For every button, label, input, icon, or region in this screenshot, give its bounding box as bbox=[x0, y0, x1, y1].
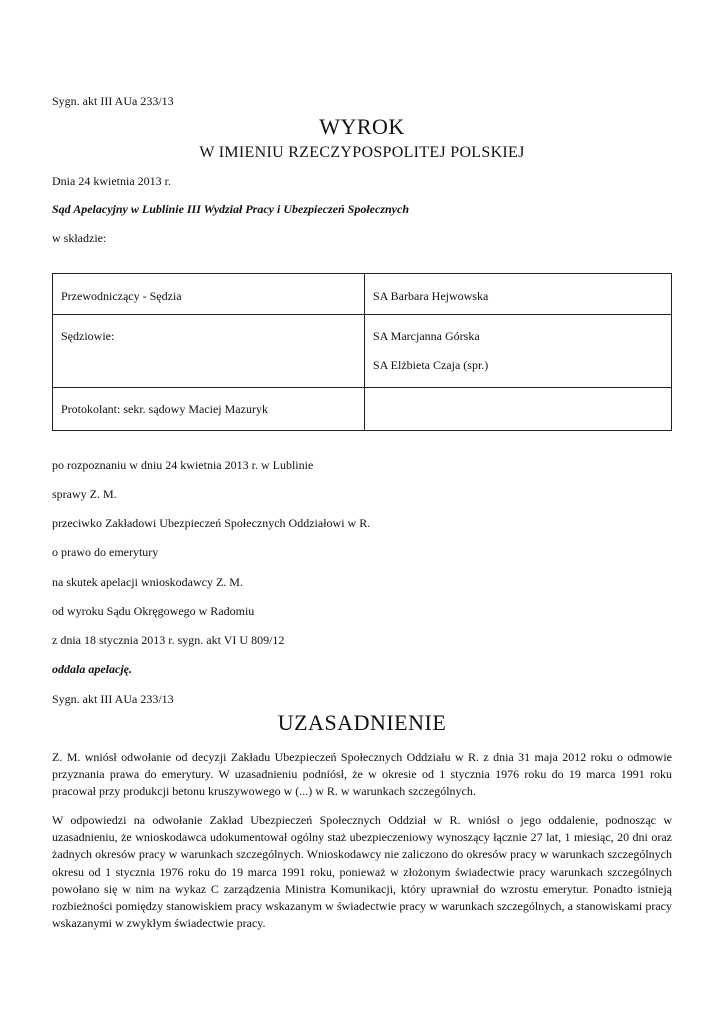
judgment-subtitle: W IMIENIU RZECZYPOSPOLITEJ POLSKIEJ bbox=[199, 144, 525, 161]
table-row bbox=[53, 388, 672, 431]
ruling-line: od wyroku Sądu Okręgowego w Radomiu bbox=[52, 604, 255, 618]
justification-paragraph: W odpowiedzi na odwołanie Zakład Ubezpieczeń Społecznych Oddział w R. wniósł o jego oddalenie, podnosząc w uzasadnieniu, że wnioskodawca udokumentował ogólny staż ubezpieczeniowy wynoszący łącznie 27 lat, 1 miesiąc, 20 dni oraz żadnych okresów pracy w warunkach szczególnych. Wnioskodawcy nie zaliczono do okresów pracy w warunkach szczególnych okresu od 1 stycznia 1976 roku do 19 marca 1991 roku, ponieważ w złożonym świadectwie pracy warunkach szczególnych powołano się w nim na wykaz C zarządzenia Ministra Komunikacji, który uprawniał do wzrostu emerytur. Ponadto istnieją rozbieżności pomiędzy stanowiskiem pracy wskazanym w świadectwie pracy w warunkach szczególnych, a stanowiskami pracy wskazanymi w zwykłym świadectwie pracy. bbox=[52, 813, 672, 931]
judge-name: SA Elżbieta Czaja (spr.) bbox=[373, 358, 489, 372]
table-cell bbox=[365, 388, 672, 431]
table-cell bbox=[53, 388, 365, 431]
ruling-line: po rozpoznaniu w dniu 24 kwietnia 2013 r. w Lublinie bbox=[52, 458, 314, 472]
case-signature: Sygn. akt III AUa 233/13 bbox=[52, 94, 174, 108]
table-cell bbox=[53, 315, 365, 388]
justification-title: UZASADNIENIE bbox=[277, 710, 447, 735]
ruling-line: przeciwko Zakładowi Ubezpieczeń Społecznych Oddziałowi w R. bbox=[52, 516, 371, 530]
court-name: Sąd Apelacyjny w Lublinie III Wydział Pracy i Ubezpieczeń Społecznych bbox=[52, 202, 409, 216]
judge-name: SA Marcjanna Górska bbox=[373, 329, 480, 343]
composition-intro: w składzie: bbox=[52, 231, 107, 245]
table-row bbox=[53, 315, 672, 388]
judgment-date: Dnia 24 kwietnia 2013 r. bbox=[52, 174, 171, 188]
table-cell bbox=[365, 274, 672, 315]
justification-paragraph: Z. M. wniósł odwołanie od decyzji Zakładu Ubezpieczeń Społecznych Oddziału w R. z dnia 31 maja 2012 roku o odmowie przyznania prawa do emerytury. W uzasadnieniu podniósł, że w okresie od 1 stycznia 1976 roku do 19 marca 1991 roku pracował przy produkcji betonu kruszywowego w (...) w R. w warunkach szczególnych. bbox=[52, 750, 672, 799]
table-row bbox=[53, 274, 672, 315]
ruling-line: z dnia 18 stycznia 2013 r. sygn. akt VI U 809/12 bbox=[52, 633, 285, 647]
ruling-line: na skutek apelacji wnioskodawcy Z. M. bbox=[52, 575, 243, 589]
ruling-line: sprawy Z. M. bbox=[52, 487, 117, 501]
judgment-title: WYROK bbox=[319, 114, 405, 139]
table-cell bbox=[53, 274, 365, 315]
table-cell bbox=[365, 315, 672, 388]
clerk-label: Protokolant: sekr. sądowy Maciej Mazuryk bbox=[61, 402, 268, 416]
judges-label: Sędziowie: bbox=[61, 329, 115, 343]
presiding-label: Przewodniczący - Sędzia bbox=[61, 289, 182, 303]
composition-table bbox=[52, 273, 672, 431]
presiding-name: SA Barbara Hejwowska bbox=[373, 289, 489, 303]
ruling-line: o prawo do emerytury bbox=[52, 545, 159, 559]
ruling-decision: oddala apelację. bbox=[52, 662, 132, 676]
case-signature-2: Sygn. akt III AUa 233/13 bbox=[52, 692, 174, 706]
